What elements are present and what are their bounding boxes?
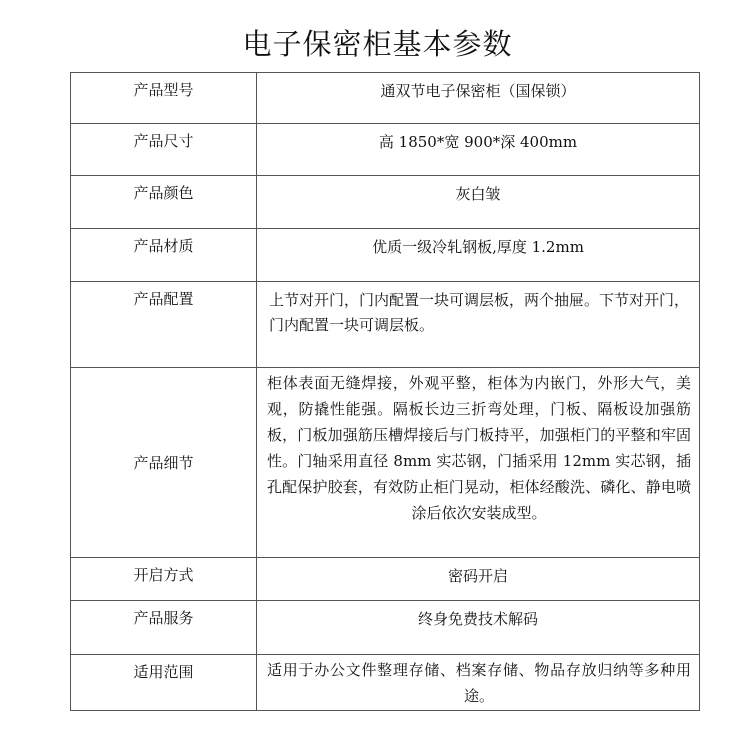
row-value: 终身免费技术解码: [257, 601, 700, 655]
table-row: [71, 124, 700, 176]
table-row: [71, 229, 700, 282]
page-title: 电子保密柜基本参数: [242, 27, 513, 61]
row-label: 产品服务: [71, 601, 257, 655]
row-value: 密码开启: [257, 558, 700, 601]
row-label: 产品细节: [71, 368, 257, 558]
table-row: [71, 176, 700, 229]
table-row: [71, 73, 700, 124]
row-value: 通双节电子保密柜（国保锁）: [257, 73, 700, 124]
row-label: 产品配置: [71, 282, 257, 368]
table-row: [71, 558, 700, 601]
row-value: 上节对开门，门内配置一块可调层板，两个抽屉。下节对开门，门内配置一块可调层板。: [257, 282, 700, 368]
row-label: 产品尺寸: [71, 124, 257, 176]
row-value: 柜体表面无缝焊接，外观平整，柜体为内嵌门，外形大气，美观，防撬性能强。隔板长边三折弯处理，门板、隔板设加强筋板，门板加强筋压槽焊接后与门板持平，加强柜门的平整和牢固性。门轴采用直径 8mm 实芯钢，门插采用 12mm 实芯钢，插孔配保护胶套，有效防止柜门晃动，柜体经酸洗、磷化、静电喷涂后依次安装成型。: [257, 368, 700, 558]
row-value: 适用于办公文件整理存储、档案存储、物品存放归纳等多种用途。: [257, 655, 700, 711]
table-row: [71, 601, 700, 655]
row-label: 产品颜色: [71, 176, 257, 229]
row-value: 高 1850*宽 900*深 400mm: [257, 124, 700, 176]
table-row: [71, 655, 700, 711]
row-label: 适用范围: [71, 655, 257, 711]
row-value: 灰白皱: [257, 176, 700, 229]
spec-table: [70, 72, 700, 711]
row-label: 产品材质: [71, 229, 257, 282]
row-label: 产品型号: [71, 73, 257, 124]
table-row: [71, 282, 700, 368]
row-value: 优质一级冷轧钢板,厚度 1.2mm: [257, 229, 700, 282]
table-row: [71, 368, 700, 558]
row-label: 开启方式: [71, 558, 257, 601]
